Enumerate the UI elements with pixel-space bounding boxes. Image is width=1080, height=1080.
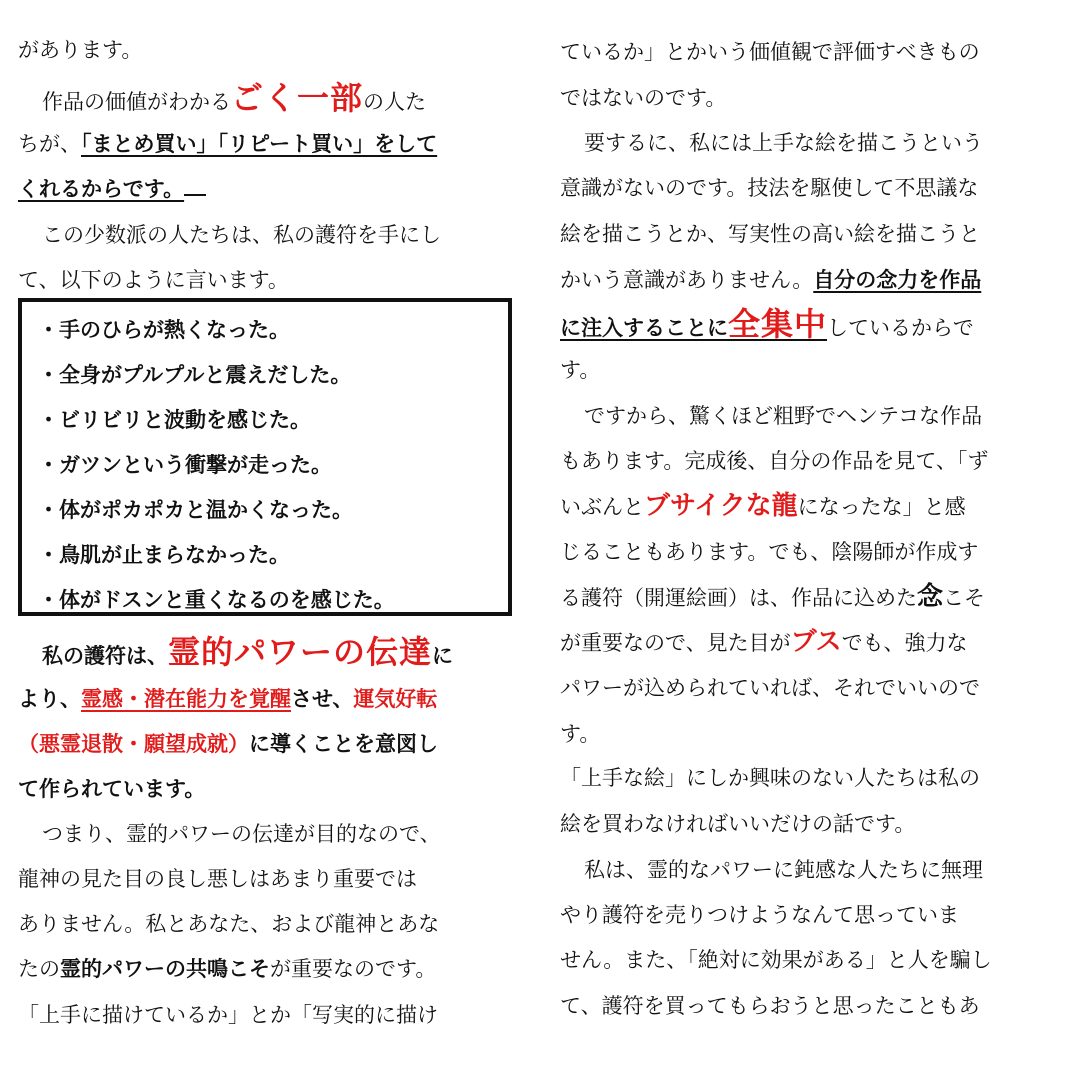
emphasis-red-large: ごく一部 bbox=[231, 79, 364, 117]
text-segment: かいう意識がありません。 bbox=[560, 268, 814, 292]
text-segment: 絵を描こうとか、写実性の高い絵を描こうと bbox=[560, 222, 980, 246]
left-column bbox=[0, 0, 520, 1080]
text-segment: 作品の価値がわかる bbox=[42, 90, 231, 114]
text-line bbox=[560, 984, 980, 1029]
text-line bbox=[560, 802, 915, 847]
text-segment: て、護符を買ってもらおうと思ったこともあ bbox=[560, 994, 980, 1018]
emphasis-red-large: 全集中 bbox=[728, 305, 828, 343]
text-segment: させ、 bbox=[291, 687, 354, 711]
emphasis-large: 念 bbox=[917, 582, 944, 612]
text-segment: 龍神の見た目の良し悪しはあまり重要では bbox=[18, 867, 417, 891]
text-segment: パワーが込められていれば、それでいいので bbox=[560, 676, 980, 700]
text-line bbox=[560, 30, 980, 75]
text-segment: る護符（開運絵画）は、作品に込めた bbox=[560, 586, 917, 610]
text-segment: ちが、 bbox=[18, 132, 81, 156]
text-segment: の人た bbox=[363, 90, 427, 114]
text-segment: やり護符を売りつけようなんて思っていま bbox=[560, 903, 959, 927]
text-line bbox=[18, 902, 439, 947]
text-segment: ありません。私とあなた、および龍神とあな bbox=[18, 912, 440, 936]
emphasis-red: 運気好転 bbox=[353, 687, 438, 711]
text-segment: じることもあります。でも、陰陽師が作成す bbox=[560, 540, 979, 564]
text-segment: に導くことを意図し bbox=[249, 732, 438, 756]
emphasis-underlined: 自分の念力を作品 bbox=[813, 268, 982, 292]
text-line bbox=[560, 166, 978, 211]
text-line bbox=[18, 76, 426, 121]
text-segment: が重要なのです。 bbox=[270, 957, 437, 981]
text-line bbox=[560, 302, 974, 347]
list-item: ・ガツンという衝撃が走った。 bbox=[38, 453, 332, 477]
emphasis-red-underlined: 霊感・潜在能力を覚醒 bbox=[81, 687, 291, 711]
text-line bbox=[560, 530, 978, 575]
text-line bbox=[560, 893, 959, 938]
text-segment: す。 bbox=[560, 358, 601, 382]
testimonial-box bbox=[18, 298, 512, 616]
text-line bbox=[560, 76, 726, 121]
text-line bbox=[560, 620, 968, 665]
text-line bbox=[560, 666, 980, 711]
emphasis-red-large: ブス bbox=[790, 627, 842, 657]
text-line bbox=[560, 848, 983, 893]
list-item: ・体がポカポカと温かくなった。 bbox=[38, 498, 353, 522]
text-segment: 「上手な絵」にしか興味のない人たちは私の bbox=[560, 766, 980, 790]
text-line bbox=[560, 484, 966, 529]
list-item: ・鳥肌が止まらなかった。 bbox=[38, 543, 290, 567]
text-segment: て、以下のように言います。 bbox=[18, 268, 289, 292]
text-line bbox=[560, 212, 980, 257]
emphasis-underlined: 「まとめ買い」「リピート買い」をして bbox=[81, 132, 438, 156]
text-segment: 意識がないのです。技法を駆使して不思議な bbox=[560, 176, 979, 200]
text-line bbox=[18, 857, 417, 902]
text-segment: す。 bbox=[560, 722, 601, 746]
text-segment: こそ bbox=[943, 586, 986, 610]
text-segment: しているからで bbox=[827, 316, 974, 340]
text-line bbox=[18, 812, 441, 857]
text-line bbox=[560, 348, 600, 393]
emphasis-red-large: ブサイクな龍 bbox=[644, 491, 798, 521]
text-segment: より、 bbox=[18, 687, 81, 711]
text-segment: になったな」と感 bbox=[797, 495, 966, 519]
text-line bbox=[560, 756, 980, 801]
text-segment: 私の護符は、 bbox=[42, 644, 168, 668]
text-line bbox=[560, 439, 988, 484]
text-segment: でも、強力な bbox=[841, 631, 968, 655]
text-line bbox=[560, 712, 600, 757]
text-line bbox=[18, 28, 142, 73]
text-segment: いぶんと bbox=[560, 495, 644, 519]
text-line bbox=[560, 121, 983, 166]
list-item: ・体がドスンと重くなるのを感じた。 bbox=[38, 588, 395, 612]
text-segment: ではないのです。 bbox=[560, 86, 727, 110]
list-item: ・ビリビリと波動を感じた。 bbox=[38, 408, 311, 432]
text-segment: 「上手に描けているか」とか「写実的に描け bbox=[18, 1003, 438, 1027]
emphasis-underlined: くれるからです。 bbox=[18, 177, 185, 201]
text-segment: せん。また、「絶対に効果がある」と人を騙し bbox=[560, 948, 992, 972]
text-segment: もあります。完成後、自分の作品を見て、「ず bbox=[560, 449, 989, 473]
text-segment: ですから、驚くほど粗野でヘンテコな作品 bbox=[584, 404, 983, 428]
text-line bbox=[18, 722, 438, 767]
emphasis-red: （悪霊退散・願望成就） bbox=[18, 732, 249, 756]
text-segment: 私は、霊的なパワーに鈍感な人たちに無理 bbox=[584, 858, 983, 882]
text-line bbox=[18, 993, 438, 1038]
text-line bbox=[18, 677, 437, 722]
right-column bbox=[540, 0, 1060, 1080]
text-line bbox=[18, 258, 289, 303]
text-segment: たの bbox=[18, 957, 60, 981]
list-item: ・全身がプルプルと震えだした。 bbox=[38, 363, 352, 387]
emphasis-underlined: に注入することに bbox=[560, 316, 728, 340]
text-segment: 要するに、私には上手な絵を描こうという bbox=[584, 131, 983, 155]
text-line bbox=[560, 394, 982, 439]
text-line bbox=[18, 213, 441, 258]
text-segment: この少数派の人たちは、私の護符を手にし bbox=[42, 223, 441, 247]
text-segment: があります。 bbox=[18, 38, 143, 62]
text-line bbox=[18, 630, 453, 675]
text-segment: ているか」とかいう価値観で評価すべきもの bbox=[560, 40, 980, 64]
text-line bbox=[18, 947, 436, 992]
text-line bbox=[560, 575, 985, 620]
text-line bbox=[18, 167, 206, 212]
text-segment: が重要なので、見た目が bbox=[560, 631, 791, 655]
text-line bbox=[18, 122, 437, 167]
text-line bbox=[560, 938, 992, 983]
underline-tail bbox=[184, 176, 206, 196]
emphasis-red-large: 霊的パワーの伝達 bbox=[168, 633, 433, 671]
text-segment: つまり、霊的パワーの伝達が目的なので、 bbox=[42, 822, 441, 846]
text-line bbox=[560, 258, 981, 303]
emphasis-bold: 霊的パワーの共鳴こそ bbox=[60, 957, 270, 981]
list-item: ・手のひらが熱くなった。 bbox=[38, 318, 290, 342]
text-line bbox=[18, 767, 205, 812]
text-segment: に bbox=[432, 644, 454, 668]
text-segment: て作られています。 bbox=[18, 777, 206, 801]
text-segment: 絵を買わなければいいだけの話です。 bbox=[560, 812, 916, 836]
